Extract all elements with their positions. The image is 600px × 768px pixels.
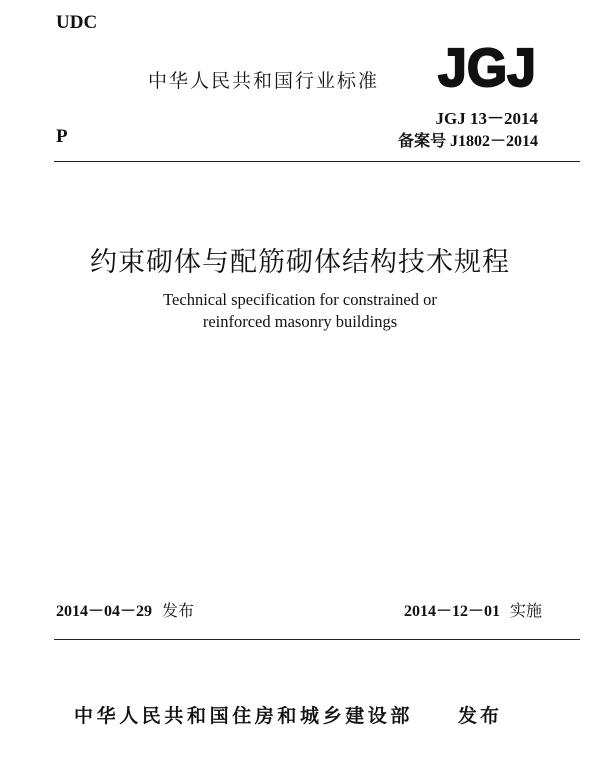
jgj-logo — [436, 40, 538, 92]
record-number: J1802－2014 — [449, 133, 538, 150]
record-number-line — [398, 128, 538, 151]
logo-lettering: JGJ — [438, 40, 536, 92]
implementation-label: 实施 — [509, 601, 542, 620]
jgj-logo-icon — [436, 40, 538, 92]
standard-number: JGJ 13－2014 — [435, 109, 538, 128]
implementation-date-line — [404, 598, 542, 621]
title-english-line-2: reinforced masonry buildings — [202, 312, 398, 331]
title-chinese: 约束砌体与配筋砌体结构技术规程 — [90, 247, 510, 278]
release-date-line — [56, 598, 194, 621]
release-date: 2014－04－29 — [56, 603, 153, 620]
release-label: 发布 — [162, 601, 195, 620]
industry-standard-label: 中华人民共和国行业标准 — [148, 70, 380, 92]
category-letter: P — [56, 126, 68, 147]
top-divider — [54, 161, 580, 162]
title-english-line-1: Technical specification for constrained or — [163, 290, 437, 309]
udc-label: UDC — [56, 12, 98, 33]
issue-label: 发布 — [458, 705, 503, 727]
record-label: 备案号 — [397, 131, 446, 150]
issuing-authority: 中华人民共和国住房和城乡建设部 — [74, 705, 414, 727]
implementation-date: 2014－12－01 — [403, 603, 500, 620]
bottom-divider — [54, 639, 580, 640]
